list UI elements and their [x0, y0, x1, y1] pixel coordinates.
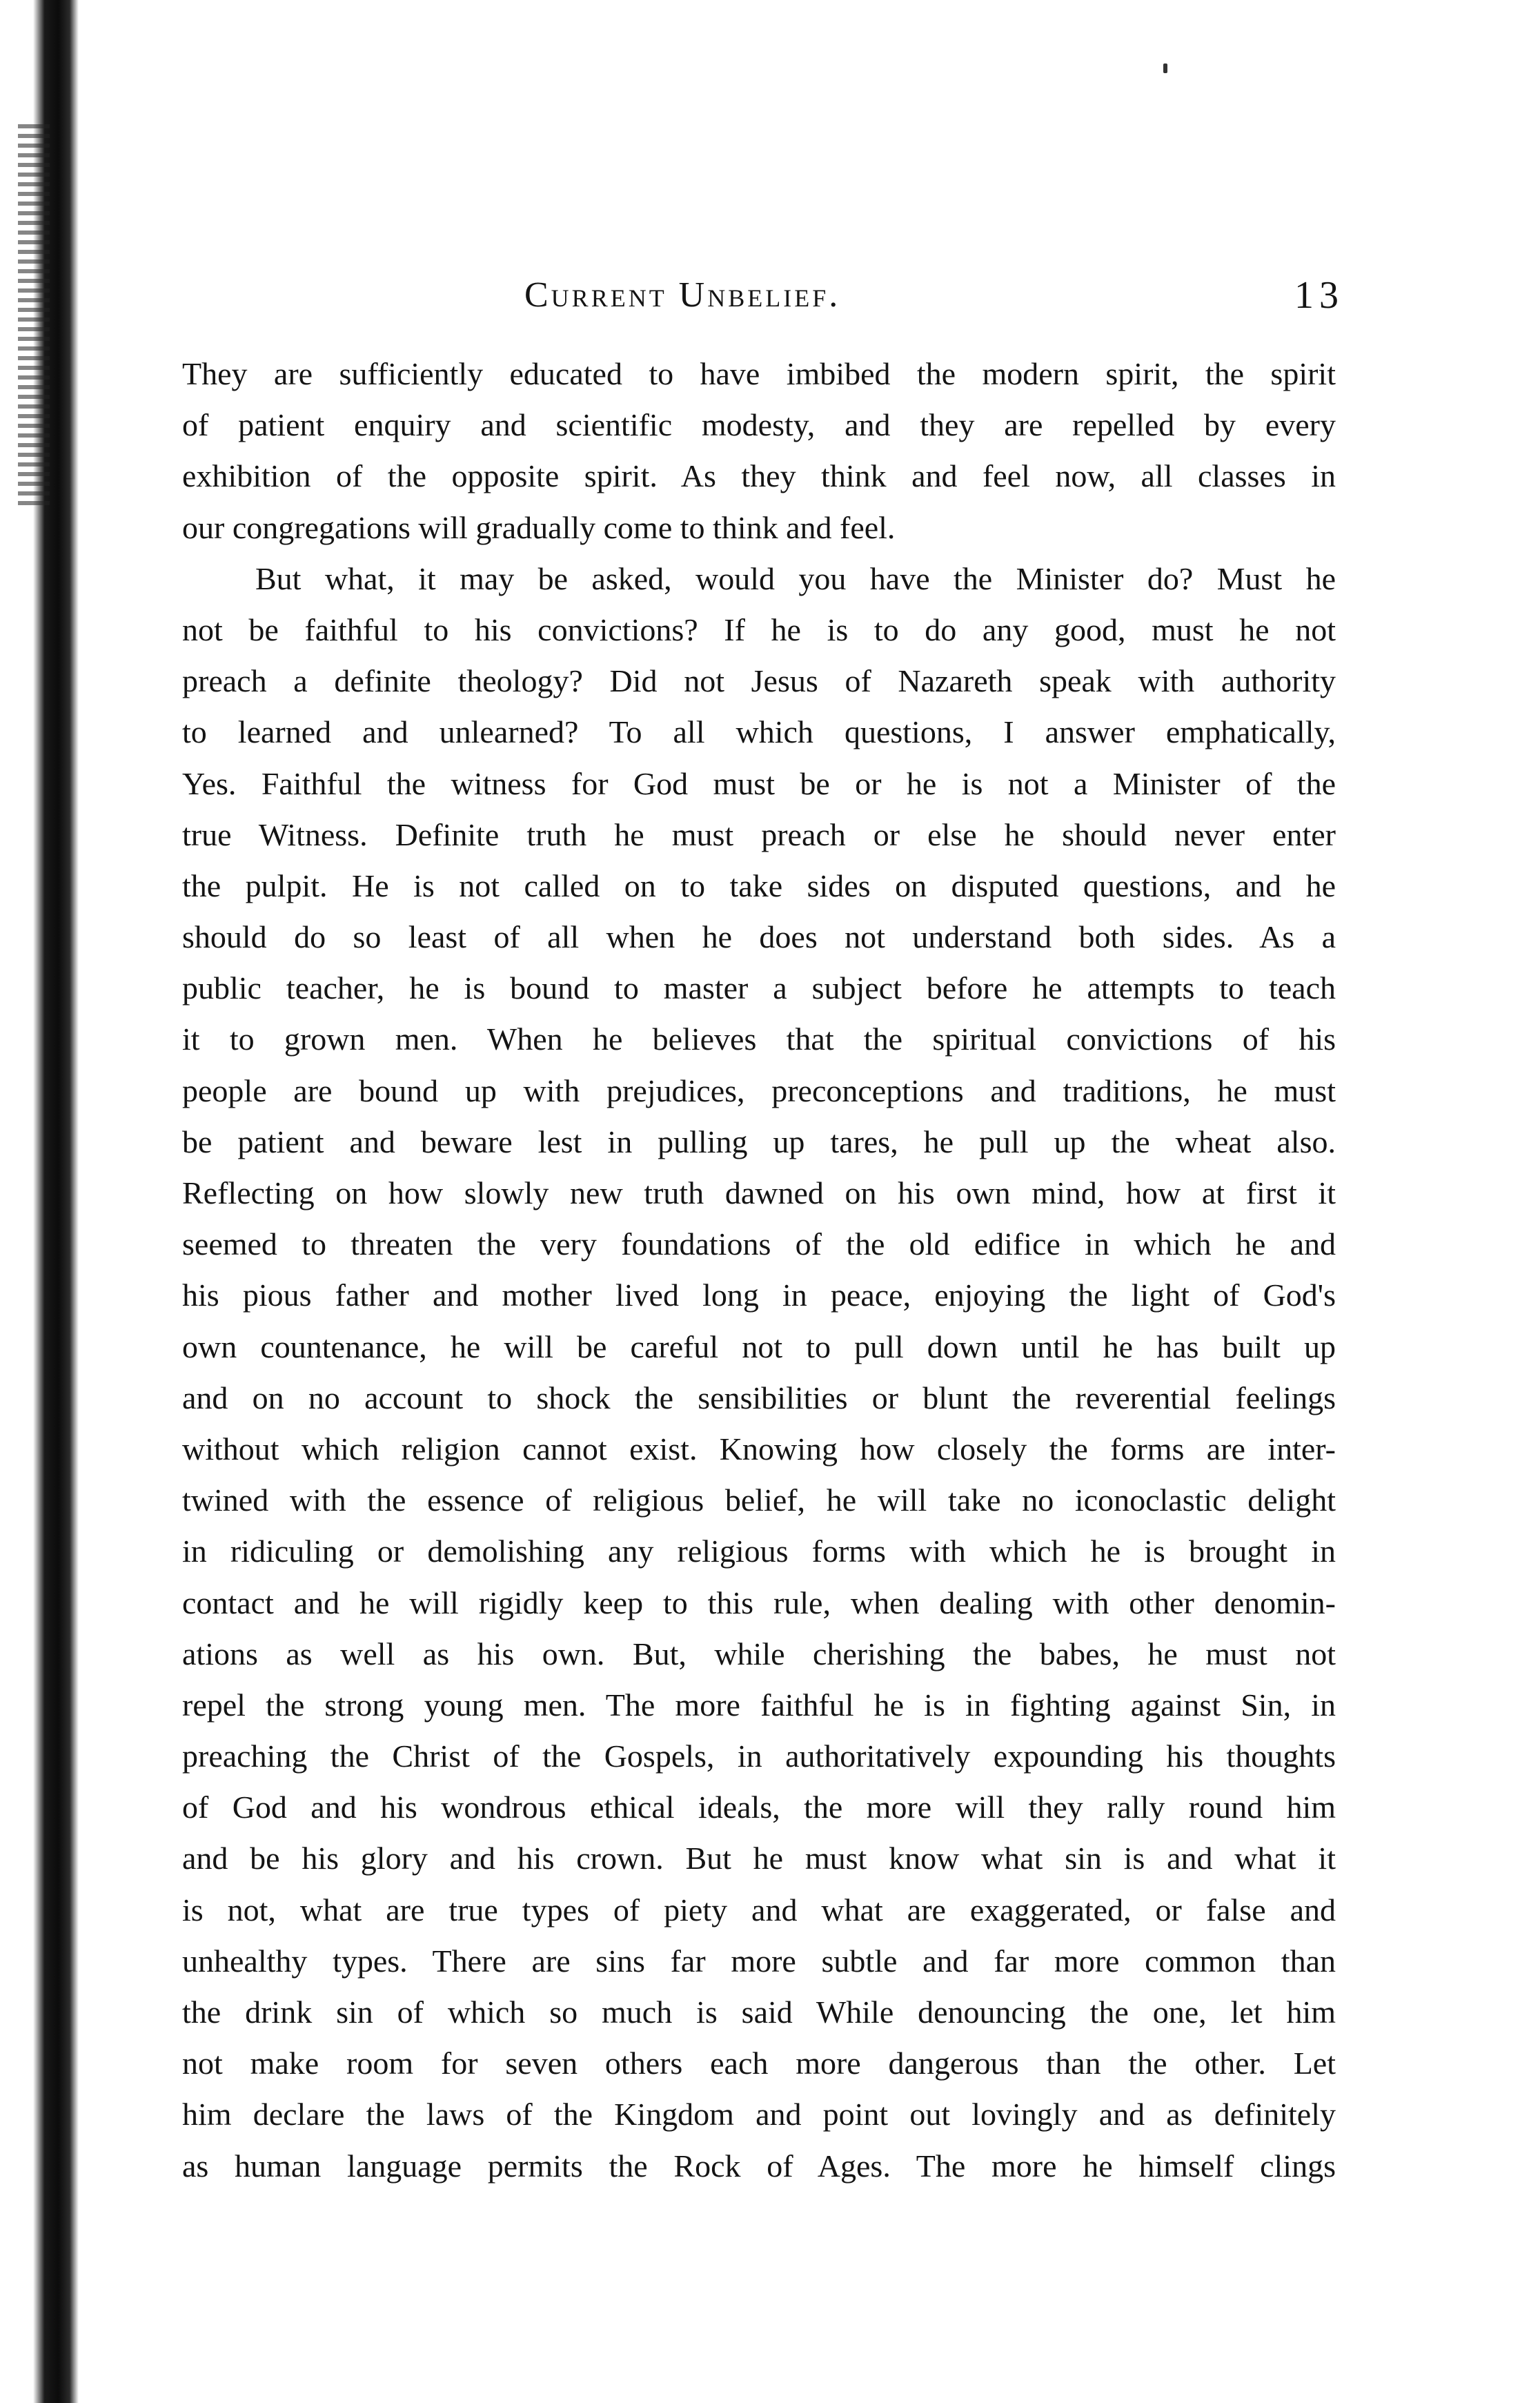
text-line: be patient and beware lest in pulling up tares, he pull up the wheat also. — [182, 1124, 1336, 1159]
text-line: and on no account to shock the sensibilities or blunt the reverential feelings — [182, 1380, 1336, 1415]
text-line: the drink sin of which so much is said While denouncing the one, let him — [182, 1994, 1336, 2030]
text-line: to learned and unlearned? To all which questions, I answer emphatically, — [182, 714, 1336, 750]
text-line: They are sufficiently educated to have imbibed the modern spirit, the spirit — [182, 356, 1336, 391]
text-line: not be faithful to his convictions? If he is to do any good, must he not — [182, 611, 1336, 647]
running-title: Current Unbelief. — [524, 275, 841, 315]
text-line: is not, what are true types of piety and what are exaggerated, or false and — [182, 1892, 1336, 1928]
text-line: preach a definite theology? Did not Jesus of Nazareth speak with authority — [182, 663, 1336, 699]
text-line: people are bound up with prejudices, preconceptions and traditions, he must — [182, 1072, 1336, 1108]
text-line: his pious father and mother lived long in peace, enjoying the light of God's — [182, 1277, 1336, 1313]
text-line: as human language permits the Rock of Ages. The more he himself clings — [182, 2148, 1336, 2184]
text-line: true Witness. Definite truth he must preach or else he should never enter — [182, 816, 1336, 852]
text-line: and be his glory and his crown. But he must know what sin is and what it — [182, 1841, 1336, 1876]
text-line: unhealthy types. There are sins far more subtle and far more common than — [182, 1943, 1336, 1979]
text-line: preaching the Christ of the Gospels, in authoritatively expounding his thoughts — [182, 1738, 1336, 1774]
text-line: exhibition of the opposite spirit. As they think and feel now, all classes in — [182, 458, 1336, 494]
text-line: not make room for seven others each more dangerous than the other. Let — [182, 2046, 1336, 2081]
text-line: public teacher, he is bound to master a subject before he attempts to teach — [182, 970, 1336, 1006]
text-line: of patient enquiry and scientific modesty, and they are repelled by every — [182, 407, 1336, 443]
text-line: Yes. Faithful the witness for God must be or he is not a Minister of the — [182, 765, 1336, 801]
text-line: should do so least of all when he does not understand both sides. As a — [182, 919, 1336, 955]
text-line: twined with the essence of religious belief, he will take no iconoclastic delight — [182, 1482, 1336, 1518]
text-line: it to grown men. When he believes that the spiritual convictions of his — [182, 1021, 1336, 1057]
text-line: our congregations will gradually come to think and feel. — [182, 509, 896, 545]
text-line: ations as well as his own. But, while cherishing the babes, he must not — [182, 1636, 1336, 1671]
running-head — [0, 268, 1540, 323]
paragraph-first-line: But what, it may be asked, would you have the Minister do? Must he — [255, 560, 1336, 596]
text-line: him declare the laws of the Kingdom and point out lovingly and as definitely — [182, 2097, 1336, 2132]
book-binding-edge — [33, 0, 79, 2403]
page-number: 13 — [1294, 274, 1344, 317]
text-line: seemed to threaten the very foundations of the old edifice in which he and — [182, 1226, 1336, 1262]
text-line: Reflecting on how slowly new truth dawned on his own mind, how at first it — [182, 1175, 1336, 1210]
text-line: without which religion cannot exist. Knowing how closely the forms are inter- — [182, 1431, 1336, 1467]
stray-ink-mark — [1163, 63, 1167, 73]
text-line: own countenance, he will be careful not to pull down until he has built up — [182, 1328, 1336, 1364]
text-line: in ridiculing or demolishing any religious forms with which he is brought in — [182, 1533, 1336, 1569]
text-line: the pulpit. He is not called on to take sides on disputed questions, and he — [182, 867, 1336, 903]
text-line: contact and he will rigidly keep to this rule, when dealing with other denomin- — [182, 1585, 1336, 1620]
text-line: of God and his wondrous ethical ideals, the more will they rally round him — [182, 1789, 1336, 1825]
text-line: repel the strong young men. The more faithful he is in fighting against Sin, in — [182, 1687, 1336, 1723]
body-text — [182, 349, 1336, 2192]
